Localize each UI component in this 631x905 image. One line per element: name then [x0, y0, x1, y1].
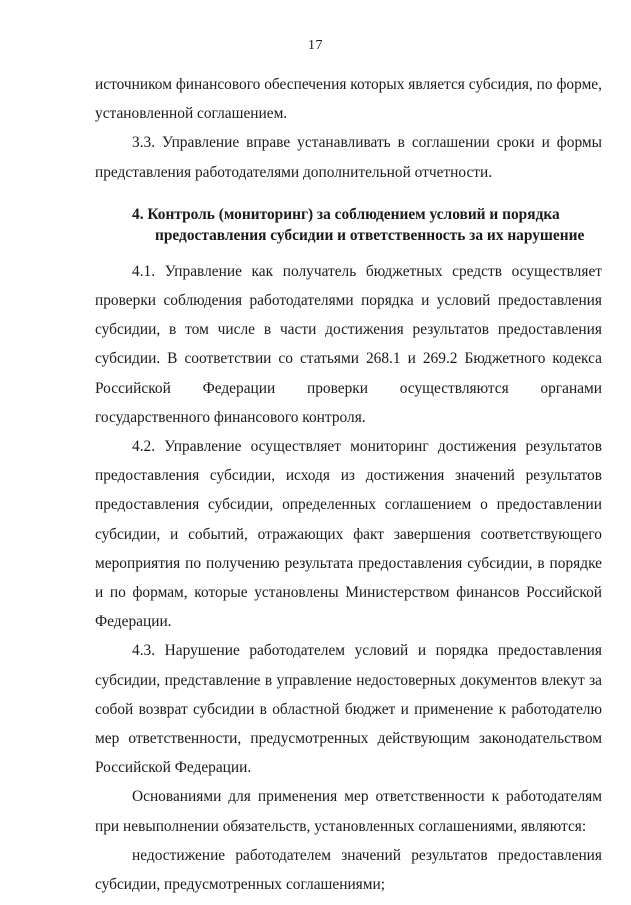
section-heading-line-1: 4. Контроль (мониторинг) за соблюдением условий и порядка — [132, 205, 560, 223]
paragraph-continuation: источником финансового обеспечения которых является субсидия, по форме, установленной соглашением. — [95, 76, 602, 123]
paragraph-4-3: 4.3. Нарушение работодателем условий и порядка предоставления субсидии, представление в управление недостоверных документов влекут за собой возврат субсидии в областной бюджет и применение к работодателю мер ответственности, предусмотренных действующим законодательством Российской Федерации. — [95, 642, 602, 777]
paragraph-4-1: 4.1. Управление как получатель бюджетных средств осуществляет проверки соблюдения работодателями порядка и условий предоставления субсидии, в том числе в части достижения результатов предоставления субсидии. В соответствии со статьями 268.1 и 269.2 Бюджетного кодекса Российской Федерации проверки осуществляются органами государственного финансового контроля. — [95, 262, 602, 426]
paragraph-4-2: 4.2. Управление осуществляет мониторинг достижения результатов предоставления субсидии, исходя из достижения значений результатов предоставления субсидии, определенных соглашением о предоставлении субсидии, и событий, отражающих факт завершения соответствующего мероприятия по получению результата предоставления субсидии, в порядке и по формам, которые установлены Министерством финансов Российской Федерации. — [95, 438, 602, 631]
section-heading-line-2: предоставления субсидии и ответственность за их нарушение — [155, 226, 585, 244]
paragraph-grounds: Основаниями для применения мер ответственности к работодателям при невыполнении обязательств, установленных соглашениями, являются: — [95, 788, 602, 835]
document-body — [95, 70, 602, 899]
section-heading-4 — [95, 204, 602, 246]
paragraph-grounds-item-1: недостижение работодателем значений результатов предоставления субсидии, предусмотренных соглашениями; — [95, 846, 602, 894]
paragraph-3-3: 3.3. Управление вправе устанавливать в соглашении сроки и формы представления работодателями дополнительной отчетности. — [95, 134, 602, 181]
page-number: 17 — [308, 38, 323, 53]
